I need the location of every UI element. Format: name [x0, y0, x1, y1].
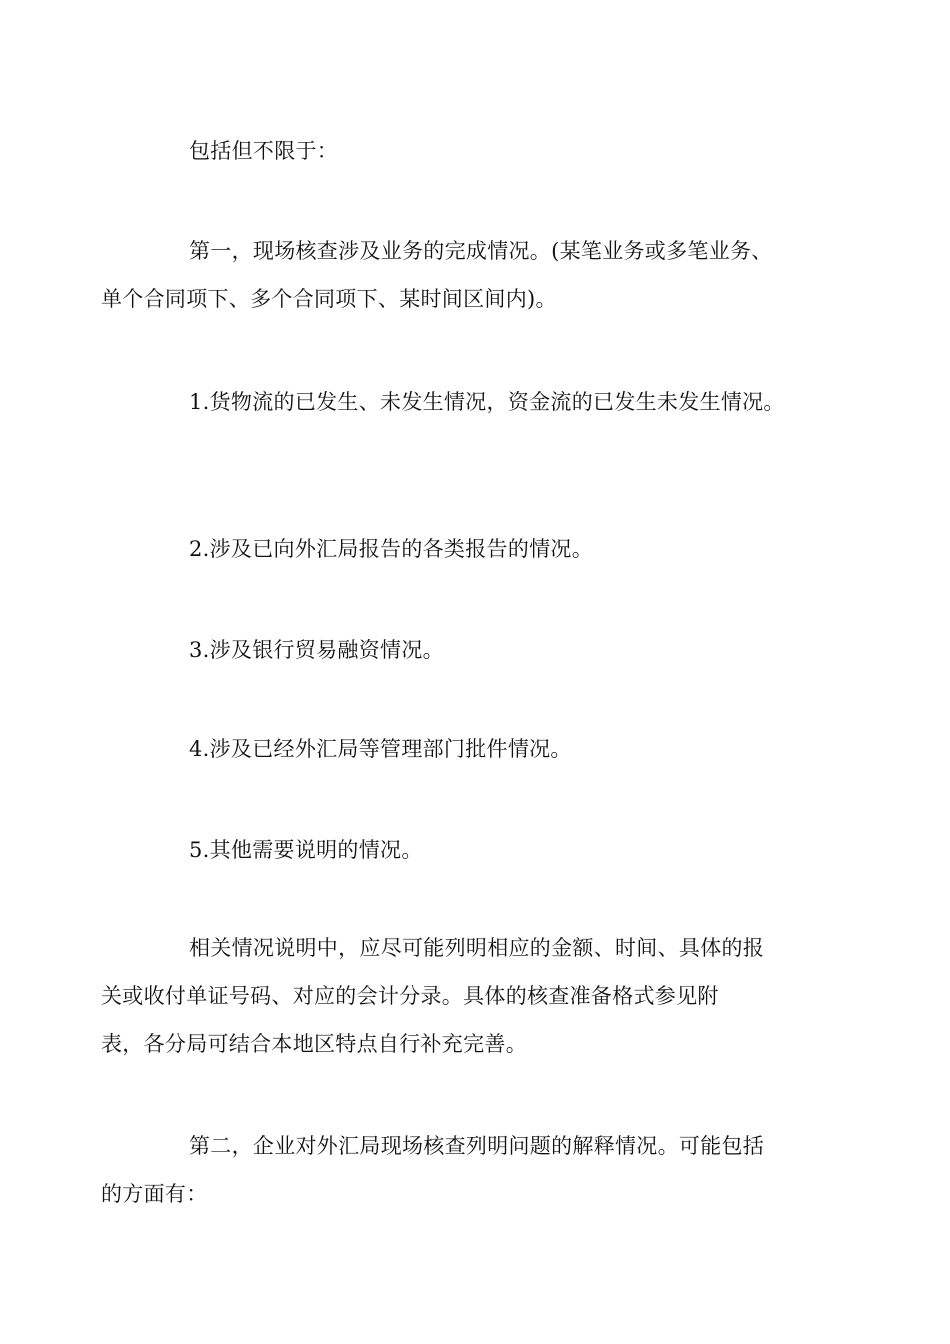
paragraph-intro	[145, 127, 817, 175]
paragraph-line: 单个合同项下、多个合同项下、某时间区间内)。	[101, 287, 557, 311]
list-item-2	[145, 525, 817, 573]
paragraph-line: 1.货物流的已发生、未发生情况，资金流的已发生未发生情况。	[189, 390, 785, 414]
paragraph-first-point	[101, 227, 817, 323]
paragraph-explanation-note	[101, 924, 817, 1068]
paragraph-line: 的方面有：	[101, 1182, 208, 1206]
paragraph-line: 表，各分局可结合本地区特点自行补充完善。	[101, 1032, 527, 1056]
paragraph-line: 5.其他需要说明的情况。	[189, 838, 423, 862]
list-item-1	[145, 378, 817, 426]
paragraph-line: 3.涉及银行贸易融资情况。	[189, 638, 444, 662]
paragraph-line: 相关情况说明中，应尽可能列明相应的金额、时间、具体的报	[189, 936, 765, 960]
list-item-5	[145, 826, 817, 874]
list-item-4	[145, 725, 817, 773]
paragraph-line: 包括但不限于：	[189, 139, 339, 163]
paragraph-line: 第二，企业对外汇局现场核查列明问题的解释情况。可能包括	[189, 1134, 765, 1158]
paragraph-second-point	[101, 1122, 817, 1218]
paragraph-line: 第一，现场核查涉及业务的完成情况。(某笔业务或多笔业务、	[189, 239, 773, 263]
paragraph-line: 关或收付单证号码、对应的会计分录。具体的核查准备格式参见附	[101, 984, 719, 1008]
paragraph-line: 2.涉及已向外汇局报告的各类报告的情况。	[189, 537, 594, 561]
list-item-3	[145, 626, 817, 674]
paragraph-line: 4.涉及已经外汇局等管理部门批件情况。	[189, 737, 572, 761]
